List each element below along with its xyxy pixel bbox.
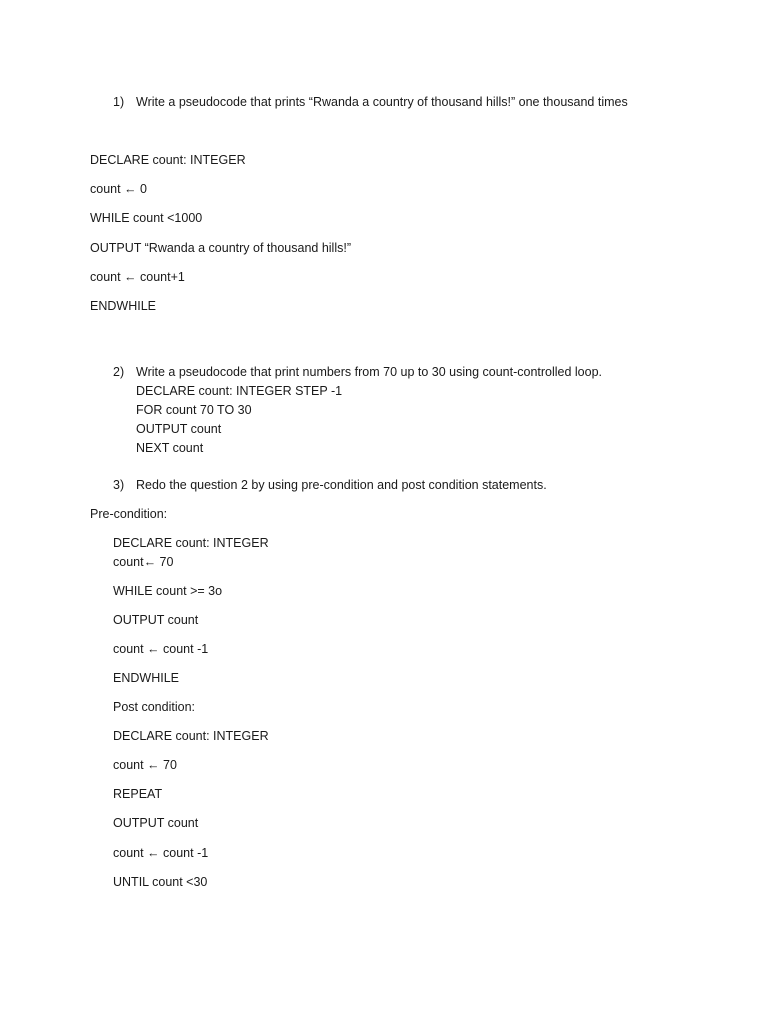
q1-answer-line-5: count ← count+1: [90, 270, 185, 284]
q3-question: Redo the question 2 by using pre-condition and post condition statements.: [136, 478, 547, 492]
pre-line-4: OUTPUT count: [113, 613, 199, 627]
q1-answer-line-3: WHILE count <1000: [90, 211, 203, 225]
q1-question: Write a pseudocode that prints “Rwanda a country of thousand hills!” one thousand times: [136, 95, 628, 109]
pre-line-2: count← 70: [113, 555, 174, 569]
pre-line-5: count ← count -1: [113, 642, 209, 656]
pre-line-3: WHILE count >= 3o: [113, 584, 223, 598]
post-line-6: UNTIL count <30: [113, 875, 208, 889]
q2-answer-line-3: OUTPUT count: [136, 422, 222, 436]
post-line-1: DECLARE count: INTEGER: [113, 729, 269, 743]
q2-answer-line-1: DECLARE count: INTEGER STEP -1: [136, 384, 343, 398]
q1-answer-line-1: DECLARE count: INTEGER: [90, 153, 246, 167]
q1-answer-line-2: count ← 0: [90, 182, 147, 196]
pre-condition-label: Pre-condition:: [90, 507, 168, 521]
q1-number: 1): [113, 95, 125, 109]
pre-line-6: ENDWHILE: [113, 671, 179, 685]
q1-answer-line-6: ENDWHILE: [90, 299, 156, 313]
post-line-4: OUTPUT count: [113, 816, 199, 830]
q2-answer-line-4: NEXT count: [136, 441, 204, 455]
pre-line-1: DECLARE count: INTEGER: [113, 536, 269, 550]
post-line-3: REPEAT: [113, 787, 163, 801]
q3-number: 3): [113, 478, 125, 492]
post-line-5: count ← count -1: [113, 846, 209, 860]
q1-answer-line-4: OUTPUT “Rwanda a country of thousand hills!”: [90, 241, 351, 255]
q2-question: Write a pseudocode that print numbers from 70 up to 30 using count-controlled loop.: [136, 365, 603, 379]
q2-number: 2): [113, 365, 125, 379]
post-condition-label: Post condition:: [113, 700, 195, 714]
post-line-2: count ← 70: [113, 758, 177, 772]
q2-answer-line-2: FOR count 70 TO 30: [136, 403, 252, 417]
